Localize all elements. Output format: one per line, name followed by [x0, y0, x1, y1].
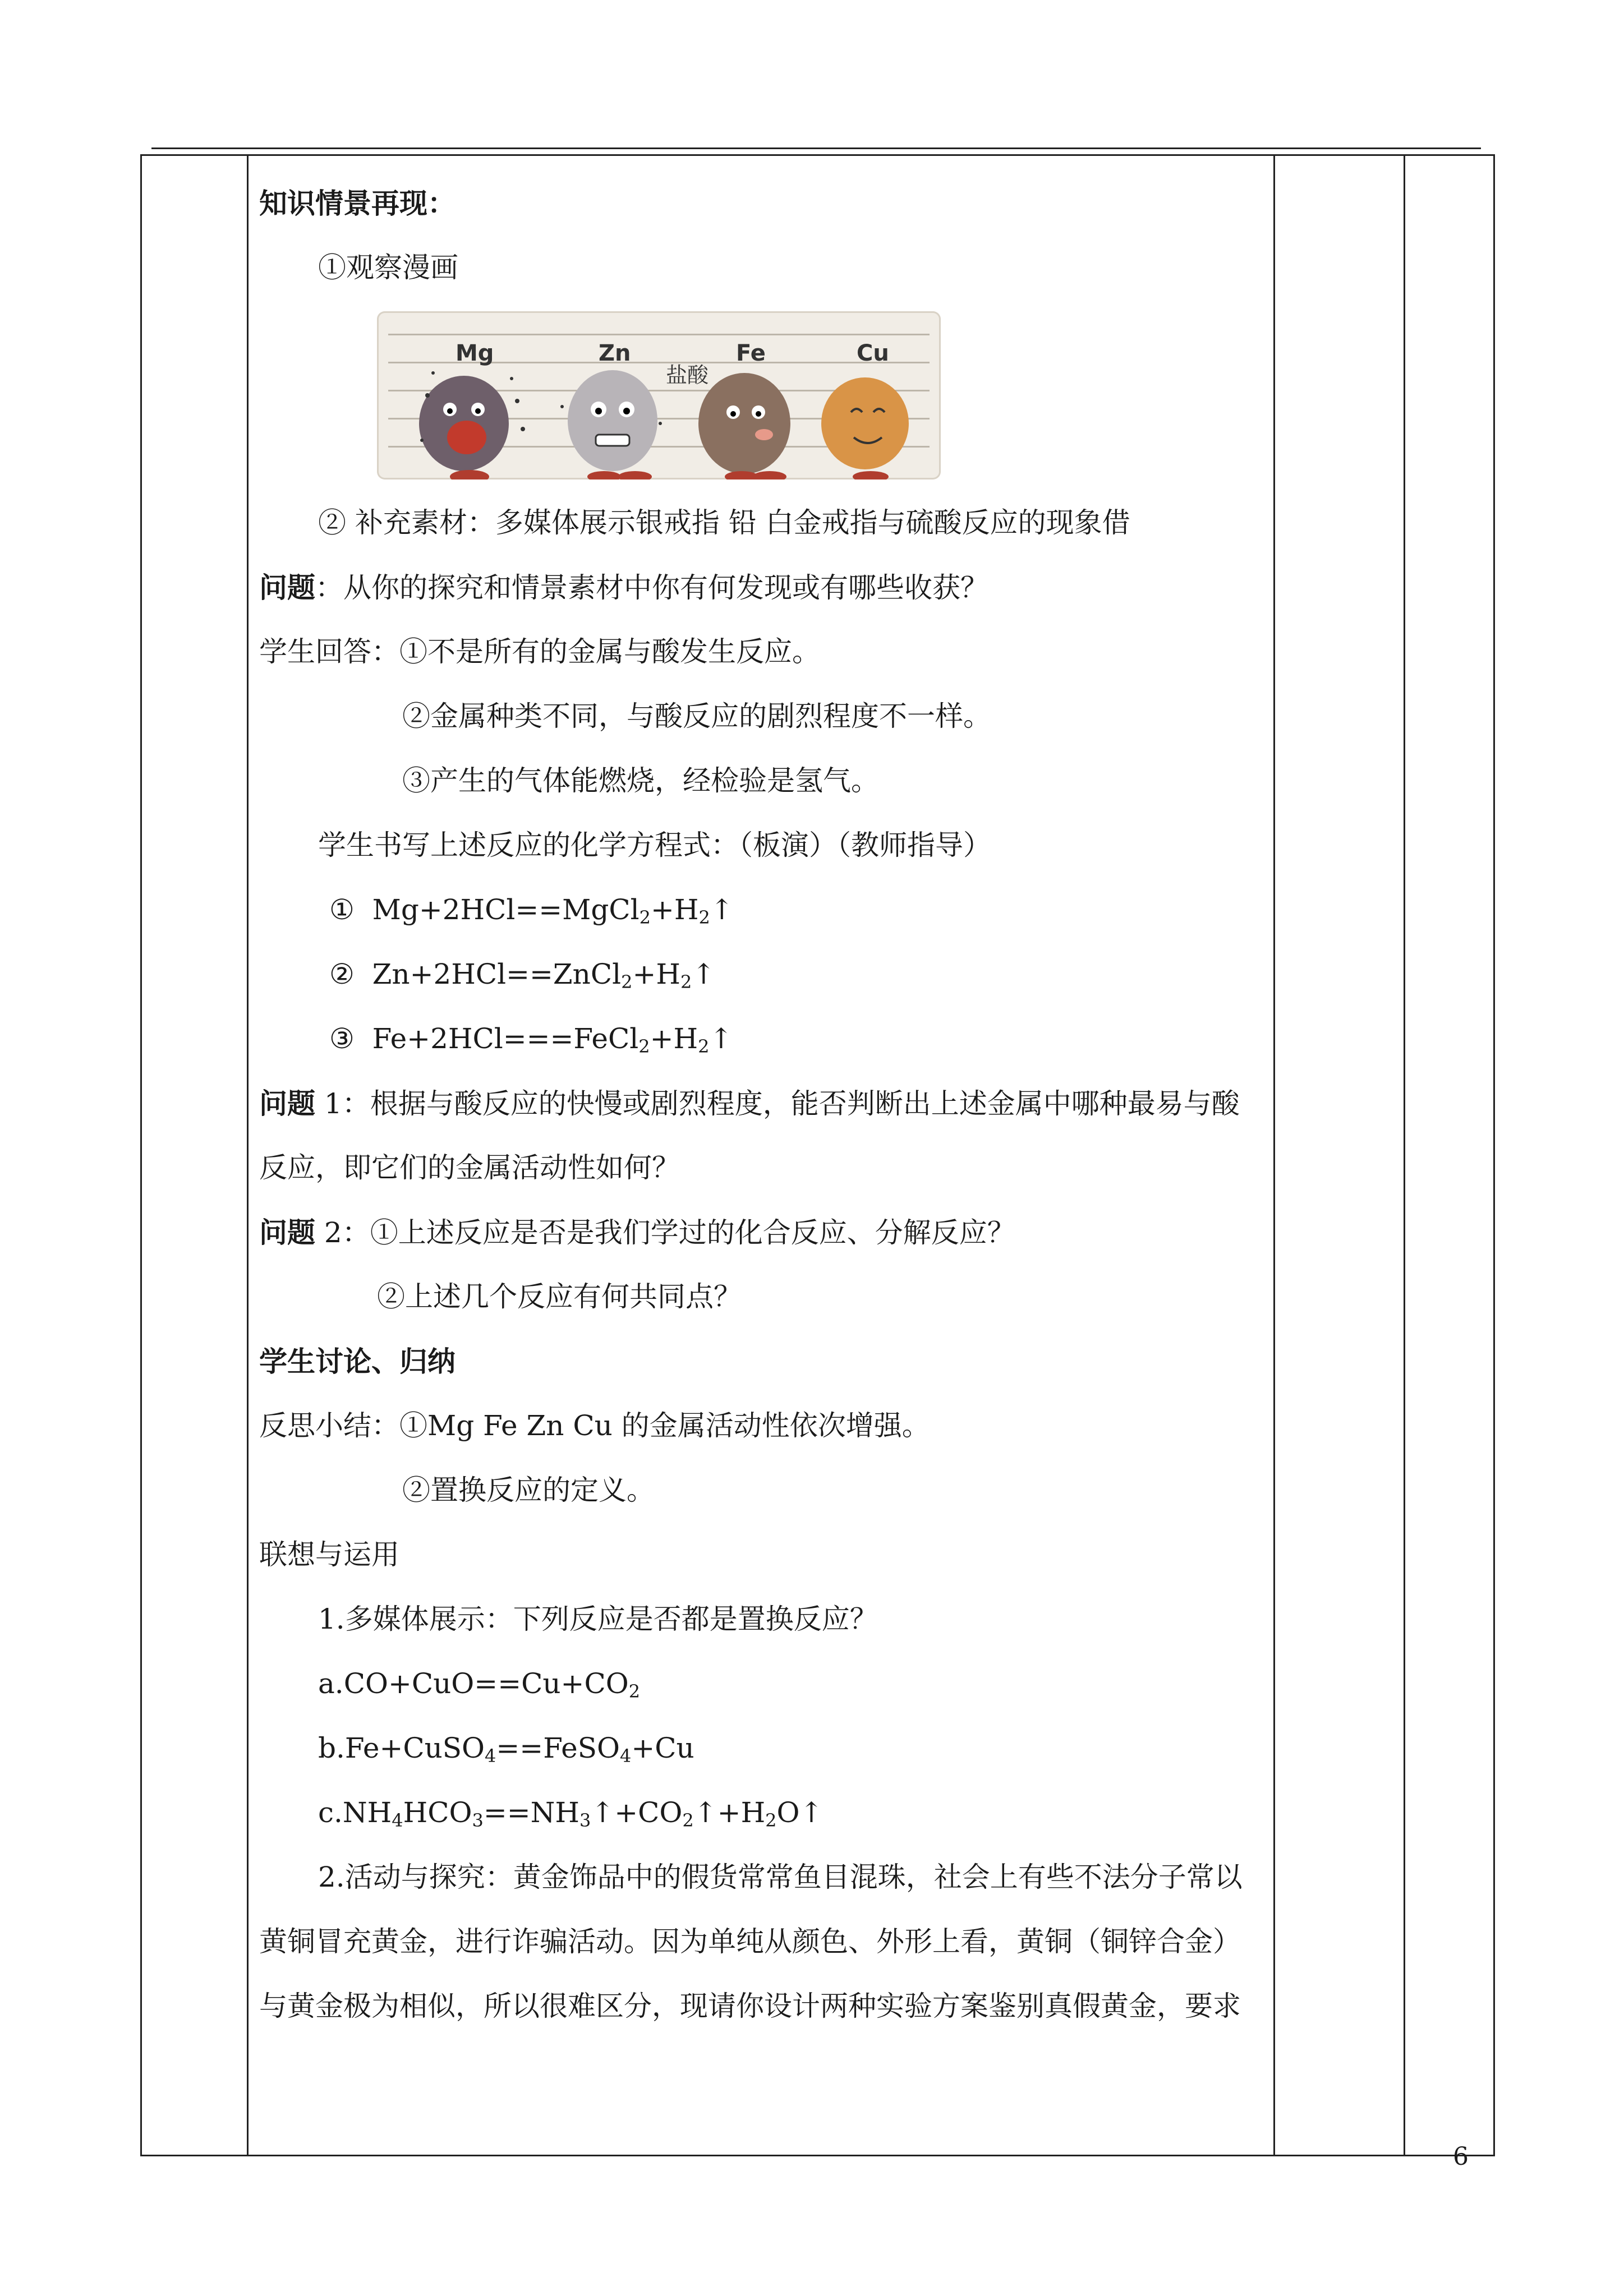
gas-arrow-icon: ↑ — [710, 893, 734, 926]
comic-figure-row — [259, 300, 1263, 491]
question-2-line-1: 问题 2：①上述反应是否是我们学过的化合反应、分解反应？ — [259, 1216, 1015, 1249]
metal-characters — [377, 311, 941, 480]
table-column-divider — [1404, 154, 1405, 2156]
equation-1: ① $Mg+2HCl==MgCl_2+H_2↑$ — [259, 878, 1263, 942]
activity-line-1: 2.活动与探究：黄金饰品中的假货常常鱼目混珠，社会上有些不法分子常以 — [318, 1861, 1243, 1893]
acid-label: 盐酸 — [666, 363, 709, 388]
question-1-line-1: 问题 1：根据与酸反应的快慢或剧烈程度，能否判断出上述金属中哪种最易与酸 — [259, 1087, 1240, 1120]
gas-arrow-icon: ↑ — [709, 1022, 733, 1055]
student-answer-1: 学生回答：①不是所有的金属与酸发生反应。 — [259, 635, 820, 668]
metal-label-mg: Mg — [456, 340, 494, 366]
header-rule — [151, 147, 1481, 149]
mg-character — [419, 371, 525, 480]
reaction-a: $a.CO+CuO==Cu+CO_2$ — [318, 1667, 641, 1702]
student-answer-2: ②金属种类不同，与酸反应的剧烈程度不一样。 — [402, 700, 991, 732]
table-column-divider — [1273, 154, 1275, 2156]
gas-arrow-icon: ↑ — [693, 1796, 717, 1829]
metal-label-fe: Fe — [736, 340, 766, 366]
metal-label-zn: Zn — [599, 340, 631, 366]
step-supplement: ② 补充素材：多媒体展示银戒指 铅 白金戒指与硫酸反应的现象借 — [318, 506, 1130, 539]
table-column-divider — [247, 154, 249, 2156]
activity-line-3: 与黄金极为相似，所以很难区分，现请你设计两种实验方案鉴别真假黄金，要求 — [259, 1990, 1241, 2022]
summary-2: ②置换反应的定义。 — [402, 1474, 655, 1506]
multimedia-prompt: 1.多媒体展示：下列反应是否都是置换反应？ — [318, 1603, 878, 1635]
page-number: 6 — [1453, 2142, 1469, 2171]
apply-heading: 联想与运用 — [259, 1538, 399, 1571]
metal-label-cu: Cu — [857, 340, 889, 366]
zn-character — [560, 370, 662, 480]
fe-character — [698, 373, 790, 480]
question-1-line-2: 反应，即它们的金属活动性如何？ — [259, 1151, 680, 1184]
student-answer-3: ③产生的气体能燃烧，经检验是氢气。 — [402, 764, 879, 797]
question-main: 问题：从你的探究和情景素材中你有何发现或有哪些收获？ — [259, 571, 988, 604]
gas-arrow-icon: ↑ — [692, 958, 716, 990]
cu-character — [821, 377, 909, 480]
gas-arrow-icon: ↑ — [591, 1796, 615, 1829]
gas-arrow-icon: ↑ — [799, 1796, 823, 1829]
discussion-heading: 学生讨论、归纳 — [259, 1345, 456, 1378]
summary-1: 反思小结：①Mg Fe Zn Cu 的金属活动性依次增强。 — [259, 1409, 930, 1442]
activity-line-2: 黄铜冒充黄金，进行诈骗活动。因为单纯从颜色、外形上看，黄铜（铜锌合金） — [259, 1925, 1241, 1958]
reaction-c: $c.NH_4HCO_3==NH_3↑+CO_2↑+H_2O↑$ — [259, 1781, 1263, 1845]
comic-illustration — [377, 311, 941, 480]
section-title: 知识情景再现： — [259, 187, 456, 220]
equation-2: ② $Zn+2HCl==ZnCl_2+H_2↑$ — [259, 942, 1263, 1007]
write-equations-instruction: 学生书写上述反应的化学方程式：（板演）（教师指导） — [318, 829, 991, 861]
equation-3: ③ $Fe+2HCl===FeCl_2+H_2↑$ — [259, 1007, 1263, 1071]
reaction-b: b.Fe+CuSO$_4$==FeSO$_4$+Cu — [318, 1732, 694, 1767]
lesson-content — [259, 171, 1263, 2039]
step-observe-comic: ①观察漫画 — [318, 251, 458, 284]
question-2-line-2: ②上述几个反应有何共同点？ — [377, 1280, 742, 1313]
